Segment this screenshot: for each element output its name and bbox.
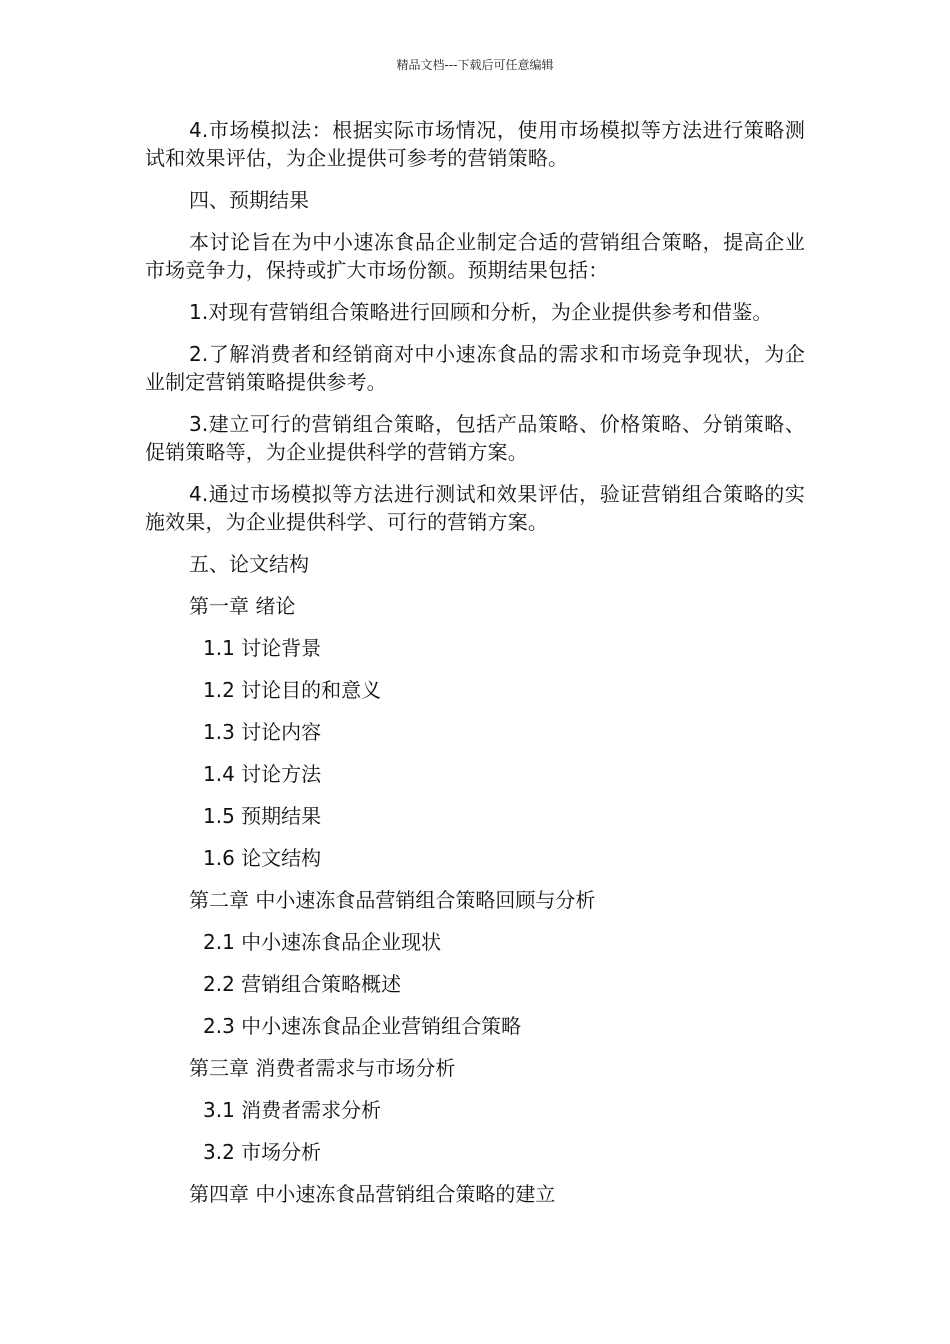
toc-section-1-6: 1.6 论文结构 bbox=[203, 846, 322, 870]
toc-section-1-3: 1.3 讨论内容 bbox=[203, 720, 322, 744]
section-heading-expected-results: 四、预期结果 bbox=[189, 188, 309, 212]
paragraph-result-2: 2.了解消费者和经销商对中小速冻食品的需求和市场竞争现状，为企业制定营销策略提供参考。 bbox=[145, 342, 805, 394]
paragraph-intro: 本讨论旨在为中小速冻食品企业制定合适的营销组合策略，提高企业市场竞争力，保持或扩大市场份额。预期结果包括： bbox=[145, 230, 805, 282]
paragraph-result-4: 4.通过市场模拟等方法进行测试和效果评估，验证营销组合策略的实施效果，为企业提供科学、可行的营销方案。 bbox=[145, 482, 805, 534]
page-header: 精品文档---下载后可任意编辑 bbox=[396, 58, 554, 72]
toc-section-1-5: 1.5 预期结果 bbox=[203, 804, 322, 828]
paragraph-result-1: 1.对现有营销组合策略进行回顾和分析，为企业提供参考和借鉴。 bbox=[189, 300, 773, 324]
toc-chapter-3: 第三章 消费者需求与市场分析 bbox=[189, 1056, 456, 1080]
toc-section-3-1: 3.1 消费者需求分析 bbox=[203, 1098, 382, 1122]
toc-section-1-1: 1.1 讨论背景 bbox=[203, 636, 322, 660]
document-body bbox=[145, 116, 805, 1222]
toc-section-1-4: 1.4 讨论方法 bbox=[203, 762, 322, 786]
toc-chapter-4: 第四章 中小速冻食品营销组合策略的建立 bbox=[189, 1182, 556, 1206]
toc-section-2-1: 2.1 中小速冻食品企业现状 bbox=[203, 930, 442, 954]
toc-section-1-2: 1.2 讨论目的和意义 bbox=[203, 678, 382, 702]
toc-chapter-1: 第一章 绪论 bbox=[189, 594, 296, 618]
toc-chapter-2: 第二章 中小速冻食品营销组合策略回顾与分析 bbox=[189, 888, 596, 912]
toc-section-3-2: 3.2 市场分析 bbox=[203, 1140, 322, 1164]
paragraph-result-3: 3.建立可行的营销组合策略，包括产品策略、价格策略、分销策略、促销策略等，为企业提供科学的营销方案。 bbox=[145, 412, 805, 464]
toc-section-2-2: 2.2 营销组合策略概述 bbox=[203, 972, 402, 996]
toc-section-2-3: 2.3 中小速冻食品企业营销组合策略 bbox=[203, 1014, 522, 1038]
section-heading-thesis-structure: 五、论文结构 bbox=[189, 552, 309, 576]
paragraph-method-4: 4.市场模拟法：根据实际市场情况，使用市场模拟等方法进行策略测试和效果评估，为企业提供可参考的营销策略。 bbox=[145, 118, 805, 170]
